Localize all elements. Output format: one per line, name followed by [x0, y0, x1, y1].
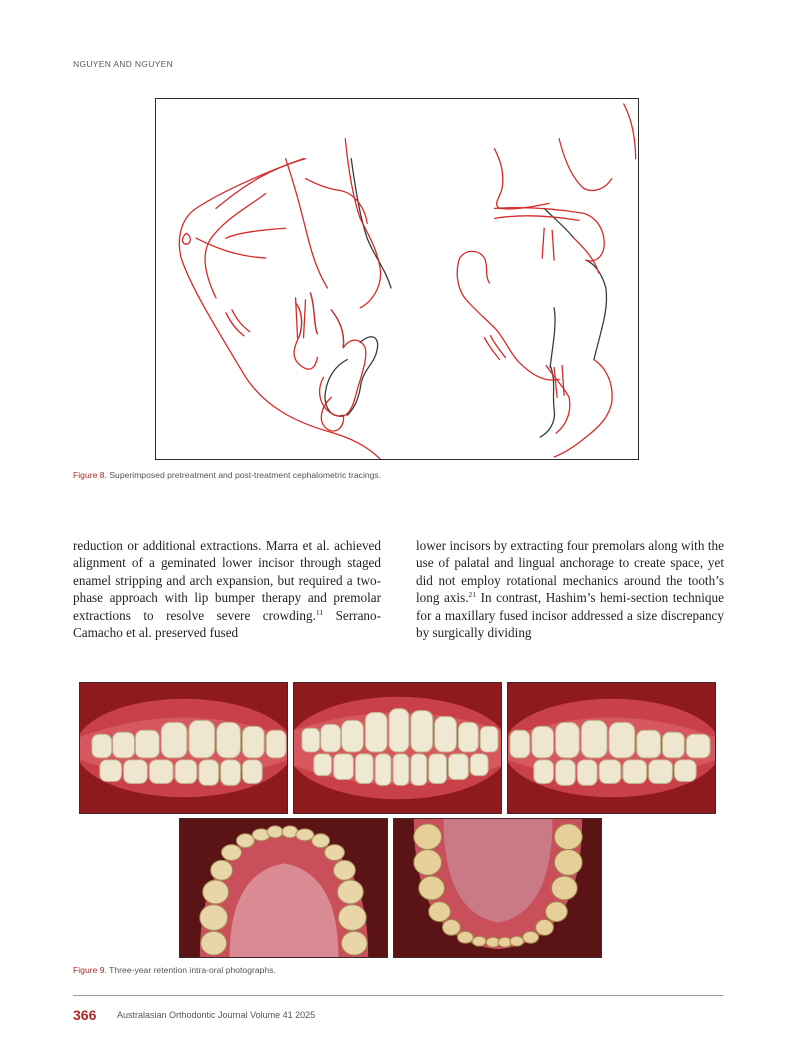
body-text: Serrano-Camacho et al. preserved fused	[73, 607, 382, 641]
citation-ref: 11	[315, 607, 324, 617]
intraoral-photo-frontal	[293, 682, 502, 814]
figure-8-caption-text: Superimposed pretreatment and post-treatment cephalometric tracings.	[109, 470, 382, 480]
figure-9-caption-text: Three-year retention intra-oral photographs.	[109, 965, 276, 975]
intraoral-photo-right-lateral	[79, 682, 288, 814]
posttreatment-tracing	[296, 159, 607, 437]
footer-divider	[73, 995, 723, 996]
body-paragraph-right	[416, 537, 724, 641]
body-paragraph-left	[73, 537, 381, 641]
page-number: 366	[73, 1007, 97, 1023]
body-text: reduction or additional extractions. Marra et al. achieved alignment of a geminated lower incisor through staged enamel stripping and arch expansion, but required a two-phase approach with lip bumper therapy and premolar extractions to resolve severe crowding.	[73, 538, 381, 623]
tracings-svg	[156, 99, 638, 459]
intraoral-photo-upper-occlusal	[179, 818, 388, 958]
figure-9-label: Figure 9.	[73, 965, 107, 975]
body-text: lower incisors by extracting four premolars along with the use of palatal and lingual anchorage to create space, yet did not employ rotational mechanics around the tooth’s long axis.	[416, 538, 724, 606]
intraoral-photo-left-lateral	[507, 682, 716, 814]
body-text: In contrast, Hashim’s hemi-section technique for a maxillary fused incisor addressed a size discrepancy by surgically dividing	[416, 590, 724, 641]
running-head: NGUYEN AND NGUYEN	[73, 59, 174, 69]
body-column-left	[73, 537, 381, 641]
figure-8-caption	[73, 470, 381, 480]
body-column-right	[416, 537, 724, 641]
intraoral-photo-lower-occlusal	[393, 818, 602, 958]
figure-9-caption	[73, 965, 276, 975]
pretreatment-tracing	[179, 104, 635, 459]
journal-name: Australasian Orthodontic Journal Volume 41 2025	[117, 1010, 316, 1020]
figure-8-cephalometric-tracings	[155, 98, 639, 460]
citation-ref: 21	[468, 590, 477, 600]
figure-8-label: Figure 8.	[73, 470, 107, 480]
